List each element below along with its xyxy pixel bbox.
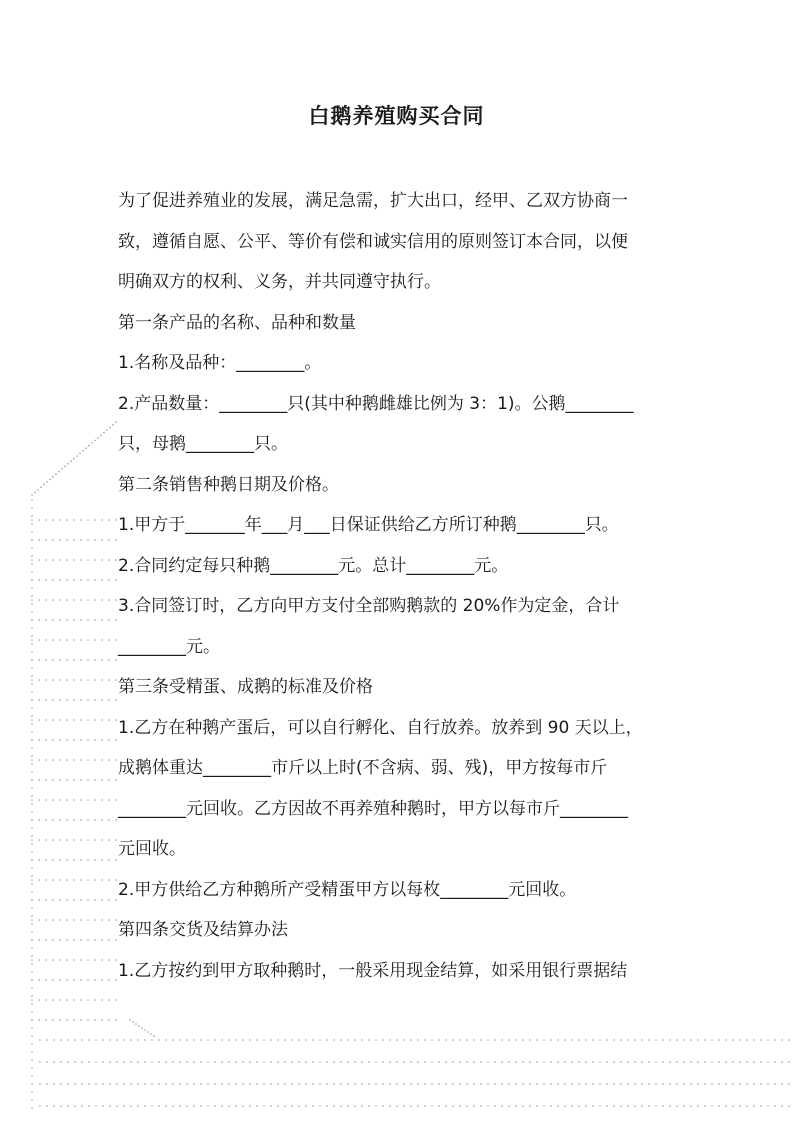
text-line: 致，遵循自愿、公平、等价有偿和诚实信用的原则签订本合同，以便 <box>118 231 628 252</box>
section-heading: 第二条销售种鹅日期及价格。 <box>118 474 339 495</box>
clause <box>118 546 678 587</box>
text-line: 元回收。 <box>118 839 186 859</box>
document-title: 白鹅养殖购买合同 <box>308 104 485 128</box>
text-line: 2.合同约定每只种鹅________元。总计________元。 <box>118 555 509 576</box>
text-line: 只，母鹅________只。 <box>118 434 288 454</box>
clause <box>118 951 678 992</box>
text-line: 为了促进养殖业的发展，满足急需，扩大出口，经甲、乙双方协商一 <box>118 191 628 211</box>
clause <box>118 505 678 546</box>
text-line: 1.乙方按约到甲方取种鹅时，一般采用现金结算，如采用银行票据结 <box>118 960 628 981</box>
clause <box>118 708 678 870</box>
intro-paragraph <box>118 181 678 303</box>
document-body <box>118 181 678 991</box>
text-line: ________元回收。乙方因故不再养殖种鹅时，甲方以每市斤________ <box>118 798 628 819</box>
clause <box>118 343 678 384</box>
text-line: 1.名称及品种：________。 <box>118 353 322 373</box>
text-line: 明确双方的权利、义务，并共同遵守执行。 <box>118 272 441 292</box>
text-line: 1.甲方于_______年___月___日保证供给乙方所订种鹅________只。 <box>118 515 619 535</box>
section-heading: 第一条产品的名称、品种和数量 <box>118 312 356 333</box>
clause <box>118 870 678 911</box>
text-line: 2.甲方供给乙方种鹅所产受精蛋甲方以每枚________元回收。 <box>118 879 577 900</box>
text-line: 成鹅体重达________市斤以上时(不含病、弱、残)，甲方按每市斤 <box>118 758 608 778</box>
text-line: 3.合同签订时，乙方向甲方支付全部购鹅款的 20%作为定金，合计 <box>118 596 620 616</box>
text-line: 1.乙方在种鹅产蛋后，可以自行孵化、自行放养。放养到 90 天以上， <box>118 717 643 738</box>
text-line: ________元。 <box>118 636 220 657</box>
section-heading: 第三条受精蛋、成鹅的标准及价格 <box>118 677 373 697</box>
clause <box>118 384 678 465</box>
text-line: 2.产品数量：________只(其中种鹅雌雄比例为 3：1)。公鹅________ <box>118 393 634 414</box>
section-heading: 第四条交货及结算办法 <box>118 920 288 940</box>
clause <box>118 586 678 667</box>
